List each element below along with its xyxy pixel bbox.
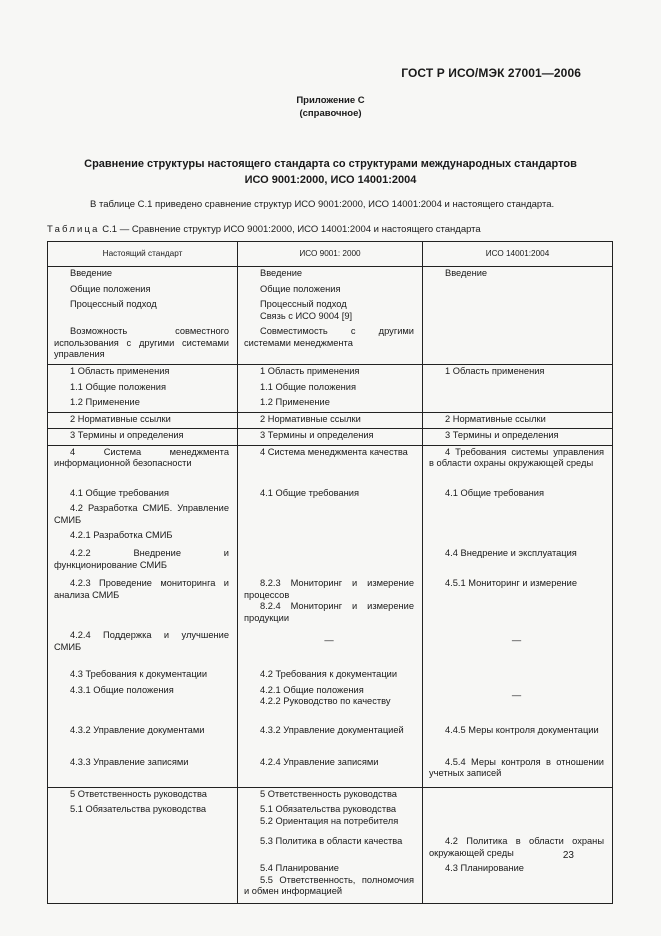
table-row [48,547,613,577]
table-cell [238,429,423,446]
cell-text: 1 Область применения [445,366,545,376]
table-cell [48,668,238,684]
cell-text: 1.2 Применение [70,397,140,407]
table-cell [238,787,423,803]
table-cell [238,529,423,547]
cell-text: 4.2.3 Проведение мониторинга и анализа СМИБ [54,578,229,600]
header-iso-14001: ИСО 14001:2004 [423,242,613,267]
table-row [48,803,613,835]
table-cell [48,429,238,446]
comparison-table [47,241,613,904]
table-cell [423,487,613,503]
cell-text: 4.2.1 Общие положения [260,684,364,695]
table-row [48,668,613,684]
cell-text: Общие положения [260,283,341,294]
page-number: 23 [562,850,574,861]
cell-text: 4.1 Общие требования [70,487,170,498]
cell-text: 4.3.2 Управление документами [70,724,205,735]
table-cell [423,429,613,446]
cell-text: 4.5.4 Меры контроля в отношении учетных записей [429,756,604,778]
table-cell [238,756,423,788]
table-cell [48,577,238,629]
table-cell [238,684,423,724]
cell-text: 4.2.2 Внедрение и функционирование СМИБ [54,548,229,570]
table-cell [238,835,423,862]
table-header-row [48,242,613,267]
cell-text: 3 Термины и определения [260,430,374,440]
table-cell [48,803,238,835]
table-cell [48,396,238,412]
table-cell [423,835,613,862]
cell-text: 1.1 Общие положения [70,381,167,392]
cell-text: 4.3 Требования к документации [70,669,208,679]
cell-text: 4.2.4 Поддержка и улучшение СМИБ [54,630,229,652]
table-cell [48,862,238,904]
table-row [48,365,613,381]
table-row [48,835,613,862]
table-cell [423,298,613,325]
cell-text: 4.4 Внедрение и эксплуатация [445,548,577,558]
table-cell [238,862,423,904]
table-row [48,267,613,283]
table-cell [48,529,238,547]
cell-text: Введение [445,268,488,278]
table-cell [423,668,613,684]
table-cell [423,365,613,381]
cell-text: 4.3.3 Управление записями [70,756,189,767]
table-cell [238,803,423,835]
table-cell [48,724,238,756]
table-cell [423,325,613,365]
cell-text: 4.2 Требования к документации [260,669,398,679]
cell-text: 5 Ответственность руководства [70,788,207,799]
table-cell [48,381,238,397]
table-cell [48,547,238,577]
cell-text: 3 Термины и определения [445,430,559,440]
table-cell [238,283,423,299]
table-row [48,487,613,503]
table-cell [423,547,613,577]
table-row [48,325,613,365]
table-row [48,529,613,547]
table-cell [48,629,238,668]
table-cell [48,835,238,862]
table-cell [238,577,423,629]
table-cell [238,267,423,283]
table-body [48,267,613,904]
table-cell [238,629,423,668]
cell-text: 4.4.5 Меры контроля документации [445,724,599,735]
appendix-title: Приложение С [296,95,365,106]
standard-code-header: ГОСТ Р ИСО/МЭК 27001—2006 [401,66,581,80]
table-cell [48,684,238,724]
cell-text: 1 Область применения [260,366,360,376]
cell-text: 4.3.2 Управление документацией [260,724,404,735]
cell-text: 4.2.1 Разработка СМИБ [70,530,173,540]
cell-text: Процессный подход [260,299,347,309]
cell-text: 4.5.1 Мониторинг и измерение [445,578,578,588]
intro-paragraph: В таблице С.1 приведено сравнение структур ИСО 9001:2000, ИСО 14001:2004 и настоящего стандарта. [90,199,555,210]
table-cell [48,283,238,299]
table-cell [423,445,613,487]
cell-text: 5 Ответственность руководства [260,788,397,799]
table-row [48,862,613,904]
cell-text: — [324,635,334,645]
table-cell [238,325,423,365]
cell-text: — [511,689,522,700]
cell-text: 1 Область применения [70,366,170,376]
cell-text: 2 Нормативные ссылки [70,413,171,424]
table-caption-text: С.1 — Сравнение структур ИСО 9001:2000, ИСО 14001:2004 и настоящего стандарта [99,224,481,235]
table-row [48,412,613,429]
table-cell [423,412,613,429]
table-cell [238,487,423,503]
table-cell [238,445,423,487]
table-cell [423,529,613,547]
cell-text: 4.3 Планирование [445,863,524,873]
cell-text: 4.2 Политика в области охраны окружающей среды [429,836,604,858]
table-row [48,577,613,629]
table-row [48,381,613,397]
cell-text: 4.2.4 Управление записями [260,756,379,767]
table-cell [423,577,613,629]
cell-text: 5.3 Политика в области качества [260,836,403,846]
table-cell [238,381,423,397]
table-cell [48,756,238,788]
table-cell [238,547,423,577]
header-this-standard: Настоящий стандарт [48,242,238,267]
table-row [48,724,613,756]
cell-text: 4.3.1 Общие положения [70,684,174,695]
table-cell [48,445,238,487]
cell-text: 5.1 Обязательства руководства [70,804,207,814]
header-iso-9001: ИСО 9001: 2000 [238,242,423,267]
table-row [48,502,613,529]
table-cell [423,862,613,904]
table-cell [48,502,238,529]
cell-text: 1.1 Общие положения [260,381,357,392]
table-cell [423,724,613,756]
cell-text: 4.2 Разработка СМИБ. Управление СМИБ [54,503,229,525]
table-row [48,298,613,325]
cell-text: 1.2 Применение [260,397,330,407]
table-cell [238,502,423,529]
table-cell [423,629,613,668]
cell-text: 2 Нормативные ссылки [260,413,361,424]
cell-text: Связь с ИСО 9004 [9] [260,310,353,321]
table-cell [238,724,423,756]
table-cell [48,325,238,365]
cell-text: 5.2 Ориентация на потребителя [260,815,399,826]
table-row [48,429,613,446]
table-row [48,787,613,803]
table-row [48,445,613,487]
cell-text: 3 Термины и определения [70,430,184,440]
table-row [48,629,613,668]
section-title-line1: Сравнение структуры настоящего стандарта со структурами международных стандартов [84,158,577,170]
table-cell [238,298,423,325]
table-cell [423,381,613,397]
cell-text: Введение [260,268,303,278]
table-row [48,684,613,724]
appendix-subtitle: (справочное) [299,108,362,119]
cell-text: Возможность совместного использования с другими системами управления [54,326,229,359]
cell-text: 4.1 Общие требования [445,487,545,498]
table-cell [423,502,613,529]
table-cell [48,365,238,381]
cell-text: 5.1 Обязательства руководства [260,804,397,814]
cell-text: 4 Система менеджмента качества [260,446,408,457]
cell-text: Совместимость с другими системами менеджмента [244,326,414,348]
table-cell [48,787,238,803]
table-cell [423,283,613,299]
table-cell [423,803,613,835]
table-caption-label: Таблица [47,224,100,235]
table-cell [238,668,423,684]
cell-text: 8.2.3 Мониторинг и измерение процессов [244,578,414,600]
table-row [48,396,613,412]
table-cell [48,267,238,283]
table-row [48,756,613,788]
cell-text: 4 Требования системы управления в области охраны окружающей среды [429,446,604,468]
cell-text: 4 Система менеджмента информационной безопасности [54,446,229,468]
cell-text: 4.2.2 Руководство по качеству [260,696,391,706]
cell-text: 5.4 Планирование [260,863,339,873]
table-cell [423,684,613,724]
cell-text: 5.5 Ответственность, полномочия и обмен информацией [244,874,414,896]
table-cell [423,756,613,788]
cell-text: — [511,635,522,645]
table-cell [48,298,238,325]
table-cell [238,412,423,429]
table-cell [48,412,238,429]
table-row [48,283,613,299]
cell-text: Введение [70,268,113,278]
cell-text: Общие положения [70,283,151,294]
section-title-line2: ИСО 9001:2000, ИСО 14001:2004 [244,174,417,186]
table-cell [423,787,613,803]
table-cell [423,396,613,412]
cell-text: 4.1 Общие требования [260,487,360,498]
table-cell [238,365,423,381]
cell-text: Процессный подход [70,299,157,309]
cell-text: 8.2.4 Мониторинг и измерение продукции [244,601,414,623]
table-cell [48,487,238,503]
table-cell [423,267,613,283]
cell-text: 2 Нормативные ссылки [445,413,546,424]
table-cell [238,396,423,412]
section-title [40,156,621,188]
table-caption [47,224,481,235]
